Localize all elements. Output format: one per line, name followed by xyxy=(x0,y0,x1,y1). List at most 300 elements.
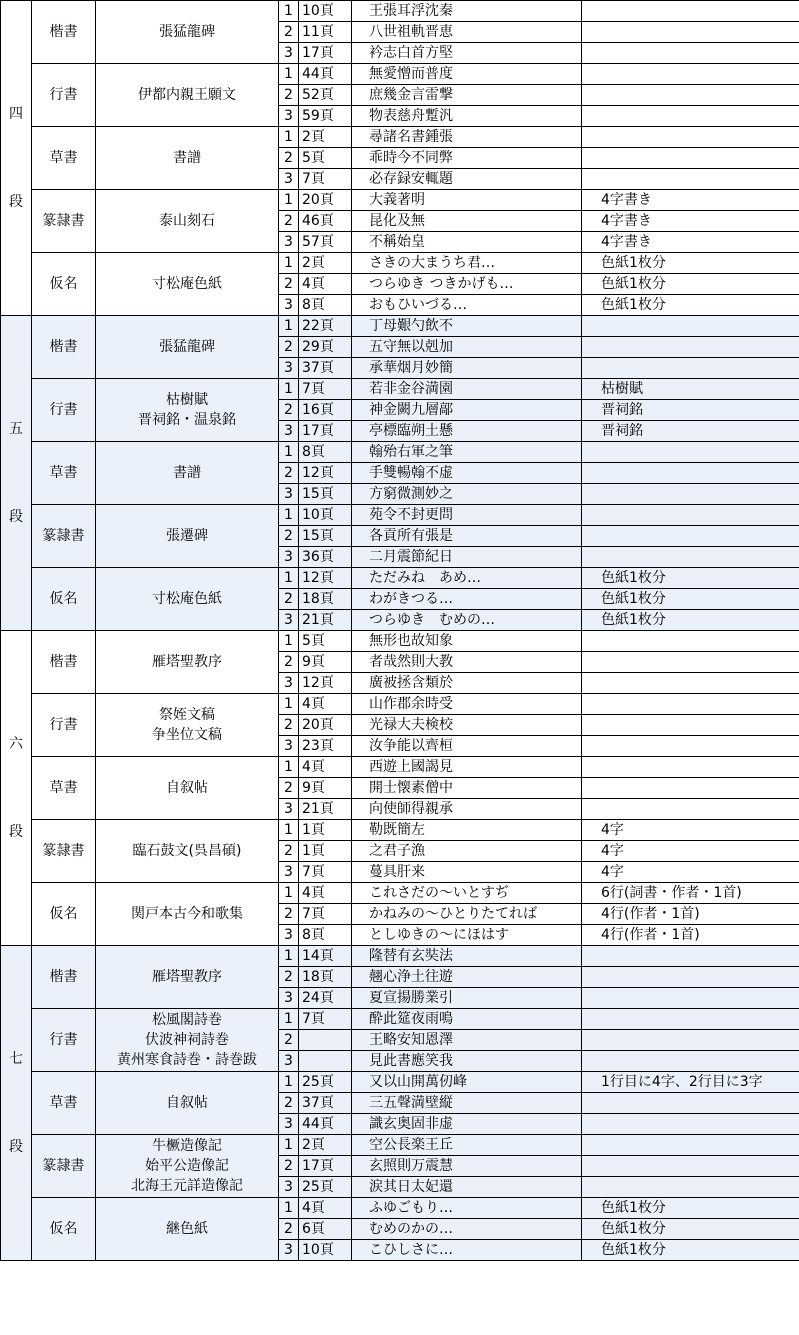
row-number: 1 xyxy=(279,442,299,463)
note-text: 6行(詞書・作者・1首) xyxy=(582,883,799,904)
page-number: 24頁 xyxy=(299,988,352,1009)
page-number: 8頁 xyxy=(299,442,352,463)
note-text xyxy=(582,316,799,337)
row-number: 1 xyxy=(279,505,299,526)
character-text: 亭標臨朔土懸 xyxy=(352,421,582,442)
note-text xyxy=(582,463,799,484)
note-text xyxy=(582,673,799,694)
page-number: 7頁 xyxy=(299,169,352,190)
page-number: 18頁 xyxy=(299,589,352,610)
character-text: 苑令不封更問 xyxy=(352,505,582,526)
row-number: 1 xyxy=(279,379,299,400)
page-number: 36頁 xyxy=(299,547,352,568)
note-text xyxy=(582,1093,799,1114)
row-number: 2 xyxy=(279,526,299,547)
note-text xyxy=(582,22,799,43)
table-row xyxy=(1,379,799,400)
script-style-cell: 篆隷書 xyxy=(32,505,96,568)
character-text: つらゆき むめの… xyxy=(352,610,582,631)
row-number: 2 xyxy=(279,1093,299,1114)
dan-level-char: 段 xyxy=(9,1139,23,1155)
row-number: 1 xyxy=(279,316,299,337)
page-number: 20頁 xyxy=(299,190,352,211)
row-number: 2 xyxy=(279,1219,299,1240)
row-number: 3 xyxy=(279,1114,299,1135)
row-number: 3 xyxy=(279,484,299,505)
note-text xyxy=(582,127,799,148)
note-text: 4行(作者・1首) xyxy=(582,925,799,946)
character-text: 庶幾金言雷撃 xyxy=(352,85,582,106)
character-text: 玄照則万震慧 xyxy=(352,1156,582,1177)
page-number: 16頁 xyxy=(299,400,352,421)
row-number: 2 xyxy=(279,274,299,295)
script-style-cell: 草書 xyxy=(32,442,96,505)
script-style-cell: 仮名 xyxy=(32,568,96,631)
row-number: 3 xyxy=(279,1177,299,1198)
table-row xyxy=(1,442,799,463)
character-text: 乖時今不同弊 xyxy=(352,148,582,169)
work-title-line: 張遷碑 xyxy=(166,528,208,544)
page-number: 6頁 xyxy=(299,1219,352,1240)
row-number: 2 xyxy=(279,967,299,988)
note-text: 晋祠銘 xyxy=(582,400,799,421)
script-style-cell: 行書 xyxy=(32,64,96,127)
note-text xyxy=(582,337,799,358)
note-text: 1行目に4字、2行目に3字 xyxy=(582,1072,799,1093)
work-title-line: 伏波神祠詩巻 xyxy=(145,1032,229,1048)
page-number: 46頁 xyxy=(299,211,352,232)
note-text xyxy=(582,715,799,736)
work-title-line: 関戸本古今和歌集 xyxy=(131,906,243,922)
script-style-cell: 仮名 xyxy=(32,253,96,316)
dan-level-cell xyxy=(1,631,32,946)
page-number: 14頁 xyxy=(299,946,352,967)
work-title-cell xyxy=(96,253,279,316)
page-number: 15頁 xyxy=(299,484,352,505)
page-number: 17頁 xyxy=(299,1156,352,1177)
row-number: 3 xyxy=(279,43,299,64)
table-row xyxy=(1,883,799,904)
note-text: 枯樹賦 xyxy=(582,379,799,400)
character-text: ふゆごもり… xyxy=(352,1198,582,1219)
note-text xyxy=(582,757,799,778)
page-number: 7頁 xyxy=(299,862,352,883)
note-text xyxy=(582,442,799,463)
work-title-line: 張猛龍碑 xyxy=(159,24,215,40)
note-text xyxy=(582,694,799,715)
work-title-cell xyxy=(96,127,279,190)
character-text: 三五聲満壁縦 xyxy=(352,1093,582,1114)
note-text xyxy=(582,1009,799,1030)
table-row xyxy=(1,694,799,715)
script-style-cell: 篆隷書 xyxy=(32,1135,96,1198)
note-text: 色紙1枚分 xyxy=(582,274,799,295)
character-text: 光禄大夫検校 xyxy=(352,715,582,736)
page-number: 17頁 xyxy=(299,421,352,442)
character-text: これさだの～いとすぢ xyxy=(352,883,582,904)
row-number: 2 xyxy=(279,148,299,169)
row-number: 1 xyxy=(279,1,299,22)
character-text: かねみの～ひとりたてれば xyxy=(352,904,582,925)
table-row xyxy=(1,127,799,148)
note-text: 4字書き xyxy=(582,211,799,232)
character-text: 神金闕九層鄗 xyxy=(352,400,582,421)
script-style-cell: 草書 xyxy=(32,1072,96,1135)
character-text: 開士懐素僧中 xyxy=(352,778,582,799)
page-number: 10頁 xyxy=(299,1240,352,1261)
character-text: 山作郡余時受 xyxy=(352,694,582,715)
dan-level-char: 段 xyxy=(9,509,23,525)
note-text: 色紙1枚分 xyxy=(582,1219,799,1240)
script-style-cell: 仮名 xyxy=(32,883,96,946)
work-title-line: 枯樹賦 xyxy=(166,392,208,408)
script-style-cell: 篆隷書 xyxy=(32,190,96,253)
work-title-cell xyxy=(96,442,279,505)
page-number: 22頁 xyxy=(299,316,352,337)
note-text xyxy=(582,946,799,967)
row-number: 1 xyxy=(279,127,299,148)
note-text xyxy=(582,988,799,1009)
character-text: 翰殆右軍之筆 xyxy=(352,442,582,463)
note-text xyxy=(582,1135,799,1156)
table-row xyxy=(1,631,799,652)
work-title-cell xyxy=(96,64,279,127)
page-number: 9頁 xyxy=(299,778,352,799)
page-number: 15頁 xyxy=(299,526,352,547)
row-number: 2 xyxy=(279,589,299,610)
note-text: 4字 xyxy=(582,820,799,841)
note-text xyxy=(582,169,799,190)
row-number: 1 xyxy=(279,946,299,967)
row-number: 1 xyxy=(279,631,299,652)
table-row xyxy=(1,316,799,337)
character-text: こひしさに… xyxy=(352,1240,582,1261)
page-number: 4頁 xyxy=(299,1198,352,1219)
row-number: 3 xyxy=(279,988,299,1009)
page-number: 17頁 xyxy=(299,43,352,64)
character-text: 王略安知恩澤 xyxy=(352,1030,582,1051)
row-number: 2 xyxy=(279,85,299,106)
page-number: 21頁 xyxy=(299,610,352,631)
character-text: 向使師得親承 xyxy=(352,799,582,820)
note-text xyxy=(582,652,799,673)
character-text: 大義著明 xyxy=(352,190,582,211)
note-text xyxy=(582,358,799,379)
work-title-line: 北海王元詳造像記 xyxy=(131,1178,243,1194)
work-title-line: 争坐位文稿 xyxy=(152,727,222,743)
table-row xyxy=(1,820,799,841)
script-style-cell: 行書 xyxy=(32,379,96,442)
character-text: 勒既簡左 xyxy=(352,820,582,841)
row-number: 3 xyxy=(279,1051,299,1072)
work-title-line: 雁塔聖教序 xyxy=(152,654,222,670)
note-text: 色紙1枚分 xyxy=(582,1198,799,1219)
character-text: 承華烟月妙簡 xyxy=(352,358,582,379)
table-row xyxy=(1,946,799,967)
character-text: 二月震節紀日 xyxy=(352,547,582,568)
work-title-line: 寸松庵色紙 xyxy=(152,591,222,607)
page-number: 25頁 xyxy=(299,1072,352,1093)
note-text xyxy=(582,1030,799,1051)
work-title-line: 伊都内親王願文 xyxy=(138,87,236,103)
row-number: 3 xyxy=(279,799,299,820)
work-title-line: 牛橛造像記 xyxy=(152,1138,222,1154)
dan-level-char: 四 xyxy=(9,106,23,122)
page-number: 57頁 xyxy=(299,232,352,253)
row-number: 1 xyxy=(279,253,299,274)
row-number: 3 xyxy=(279,421,299,442)
work-title-line: 書譜 xyxy=(173,465,201,481)
note-text xyxy=(582,43,799,64)
page-number: 7頁 xyxy=(299,379,352,400)
row-number: 2 xyxy=(279,211,299,232)
page-number: 1頁 xyxy=(299,841,352,862)
character-text: 汝争能以齊桓 xyxy=(352,736,582,757)
character-text: 識玄奥固非虚 xyxy=(352,1114,582,1135)
work-title-cell xyxy=(96,694,279,757)
table-row xyxy=(1,253,799,274)
page-number: 4頁 xyxy=(299,883,352,904)
row-number: 2 xyxy=(279,400,299,421)
page-number: 5頁 xyxy=(299,631,352,652)
work-title-line: 継色紙 xyxy=(166,1221,208,1237)
work-title-line: 晋祠銘・温泉銘 xyxy=(138,412,236,428)
page-number: 2頁 xyxy=(299,1135,352,1156)
row-number: 3 xyxy=(279,295,299,316)
note-text xyxy=(582,64,799,85)
row-number: 2 xyxy=(279,337,299,358)
work-title-line: 雁塔聖教序 xyxy=(152,969,222,985)
work-title-cell xyxy=(96,820,279,883)
page-number: 20頁 xyxy=(299,715,352,736)
table-row xyxy=(1,1198,799,1219)
work-title-cell xyxy=(96,505,279,568)
character-text: 酔此筵夜雨鳴 xyxy=(352,1009,582,1030)
character-text: 昆化及無 xyxy=(352,211,582,232)
script-style-cell: 篆隷書 xyxy=(32,820,96,883)
work-title-cell xyxy=(96,1,279,64)
work-title-cell xyxy=(96,316,279,379)
note-text: 色紙1枚分 xyxy=(582,610,799,631)
work-title-cell xyxy=(96,568,279,631)
character-text: 尋諸名書鍾張 xyxy=(352,127,582,148)
character-text: 無形也故知象 xyxy=(352,631,582,652)
note-text xyxy=(582,85,799,106)
row-number: 1 xyxy=(279,190,299,211)
note-text xyxy=(582,1051,799,1072)
dan-level-cell xyxy=(1,1,32,316)
script-style-cell: 楷書 xyxy=(32,946,96,1009)
character-text: 不稱始皇 xyxy=(352,232,582,253)
character-text: 西遊上國謁見 xyxy=(352,757,582,778)
work-title-line: 書譜 xyxy=(173,150,201,166)
page-number: 7頁 xyxy=(299,1009,352,1030)
note-text xyxy=(582,631,799,652)
dan-level-char: 六 xyxy=(9,736,23,752)
note-text xyxy=(582,106,799,127)
character-text: 丁母艱勺飲不 xyxy=(352,316,582,337)
note-text: 色紙1枚分 xyxy=(582,253,799,274)
row-number: 3 xyxy=(279,169,299,190)
row-number: 1 xyxy=(279,757,299,778)
table-row xyxy=(1,64,799,85)
character-text: わがきつる… xyxy=(352,589,582,610)
page-number: 12頁 xyxy=(299,673,352,694)
note-text xyxy=(582,967,799,988)
row-number: 2 xyxy=(279,778,299,799)
character-text: 隆替有玄奘法 xyxy=(352,946,582,967)
dan-level-cell xyxy=(1,946,32,1261)
row-number: 2 xyxy=(279,22,299,43)
row-number: 2 xyxy=(279,463,299,484)
row-number: 3 xyxy=(279,925,299,946)
character-text: 方窮微測妙之 xyxy=(352,484,582,505)
dan-level-char: 五 xyxy=(9,421,23,437)
work-title-cell xyxy=(96,631,279,694)
page-number: 8頁 xyxy=(299,925,352,946)
script-style-cell: 草書 xyxy=(32,127,96,190)
row-number: 1 xyxy=(279,820,299,841)
row-number: 1 xyxy=(279,1135,299,1156)
note-text: 4字書き xyxy=(582,190,799,211)
note-text: 色紙1枚分 xyxy=(582,295,799,316)
character-text: ただみね あめ… xyxy=(352,568,582,589)
row-number: 3 xyxy=(279,106,299,127)
work-title-cell xyxy=(96,946,279,1009)
note-text: 4字 xyxy=(582,862,799,883)
dan-level-cell xyxy=(1,316,32,631)
row-number: 2 xyxy=(279,715,299,736)
note-text xyxy=(582,1156,799,1177)
page-number: 9頁 xyxy=(299,652,352,673)
page-number: 8頁 xyxy=(299,295,352,316)
note-text xyxy=(582,736,799,757)
character-text: 物表慈舟蹔汎 xyxy=(352,106,582,127)
character-text: 涙其日太妃還 xyxy=(352,1177,582,1198)
character-text: 見此書應笑我 xyxy=(352,1051,582,1072)
character-text: としゆきの～にほはす xyxy=(352,925,582,946)
page-number: 23頁 xyxy=(299,736,352,757)
page-number: 7頁 xyxy=(299,904,352,925)
table-row xyxy=(1,505,799,526)
row-number: 1 xyxy=(279,568,299,589)
page-number: 29頁 xyxy=(299,337,352,358)
character-text: つらゆき つきかげも… xyxy=(352,274,582,295)
page-number: 44頁 xyxy=(299,1114,352,1135)
note-text xyxy=(582,1114,799,1135)
table-row xyxy=(1,190,799,211)
page-number: 5頁 xyxy=(299,148,352,169)
row-number: 1 xyxy=(279,694,299,715)
page-number: 10頁 xyxy=(299,1,352,22)
table-row xyxy=(1,1135,799,1156)
row-number: 2 xyxy=(279,904,299,925)
row-number: 3 xyxy=(279,736,299,757)
row-number: 1 xyxy=(279,883,299,904)
work-title-line: 祭姪文稿 xyxy=(159,707,215,723)
character-text: 各貢所有張是 xyxy=(352,526,582,547)
page-number: 44頁 xyxy=(299,64,352,85)
table-row xyxy=(1,1009,799,1030)
row-number: 3 xyxy=(279,1240,299,1261)
row-number: 3 xyxy=(279,232,299,253)
work-title-line: 始平公造像記 xyxy=(145,1158,229,1174)
character-text: 蔓具肝来 xyxy=(352,862,582,883)
page-number: 4頁 xyxy=(299,274,352,295)
row-number: 3 xyxy=(279,547,299,568)
script-style-cell: 楷書 xyxy=(32,1,96,64)
row-number: 2 xyxy=(279,652,299,673)
page-number xyxy=(299,1030,352,1051)
note-text: 4字 xyxy=(582,841,799,862)
character-text: 八世祖軌晋恵 xyxy=(352,22,582,43)
row-number: 2 xyxy=(279,841,299,862)
page-number: 4頁 xyxy=(299,757,352,778)
page-number: 37頁 xyxy=(299,358,352,379)
note-text xyxy=(582,778,799,799)
page-number: 37頁 xyxy=(299,1093,352,1114)
work-title-cell xyxy=(96,1009,279,1072)
note-text xyxy=(582,148,799,169)
page-number: 2頁 xyxy=(299,127,352,148)
page-number: 25頁 xyxy=(299,1177,352,1198)
work-title-cell xyxy=(96,1135,279,1198)
character-text: 若非金谷満園 xyxy=(352,379,582,400)
character-text: むめのかの… xyxy=(352,1219,582,1240)
character-text: 廣被拯含類於 xyxy=(352,673,582,694)
page-number: 12頁 xyxy=(299,463,352,484)
note-text xyxy=(582,484,799,505)
character-text: 衿志白首方堅 xyxy=(352,43,582,64)
work-title-line: 泰山刻石 xyxy=(159,213,215,229)
work-title-line: 張猛龍碑 xyxy=(159,339,215,355)
page-number: 4頁 xyxy=(299,694,352,715)
table-row xyxy=(1,568,799,589)
work-title-line: 松風閣詩巻 xyxy=(152,1012,222,1028)
note-text xyxy=(582,1,799,22)
note-text: 晋祠銘 xyxy=(582,421,799,442)
script-style-cell: 楷書 xyxy=(32,631,96,694)
character-text: 無愛憎而普度 xyxy=(352,64,582,85)
note-text: 4字書き xyxy=(582,232,799,253)
row-number: 1 xyxy=(279,64,299,85)
note-text: 4行(作者・1首) xyxy=(582,904,799,925)
page-number: 52頁 xyxy=(299,85,352,106)
character-text: おもひいづる… xyxy=(352,295,582,316)
page-number: 1頁 xyxy=(299,820,352,841)
work-title-cell xyxy=(96,1072,279,1135)
page-number: 2頁 xyxy=(299,253,352,274)
table-row xyxy=(1,1072,799,1093)
script-style-cell: 仮名 xyxy=(32,1198,96,1261)
row-number: 2 xyxy=(279,1030,299,1051)
work-title-cell xyxy=(96,379,279,442)
table-row xyxy=(1,1,799,22)
note-text: 色紙1枚分 xyxy=(582,589,799,610)
script-style-cell: 行書 xyxy=(32,694,96,757)
work-title-cell xyxy=(96,190,279,253)
page-number: 59頁 xyxy=(299,106,352,127)
note-text xyxy=(582,1177,799,1198)
script-style-cell: 行書 xyxy=(32,1009,96,1072)
character-text: 手雙暢翰不虚 xyxy=(352,463,582,484)
character-text: 者哉然則大教 xyxy=(352,652,582,673)
note-text xyxy=(582,505,799,526)
row-number: 3 xyxy=(279,610,299,631)
note-text xyxy=(582,547,799,568)
script-style-cell: 草書 xyxy=(32,757,96,820)
character-text: 又以山開萬仞峰 xyxy=(352,1072,582,1093)
